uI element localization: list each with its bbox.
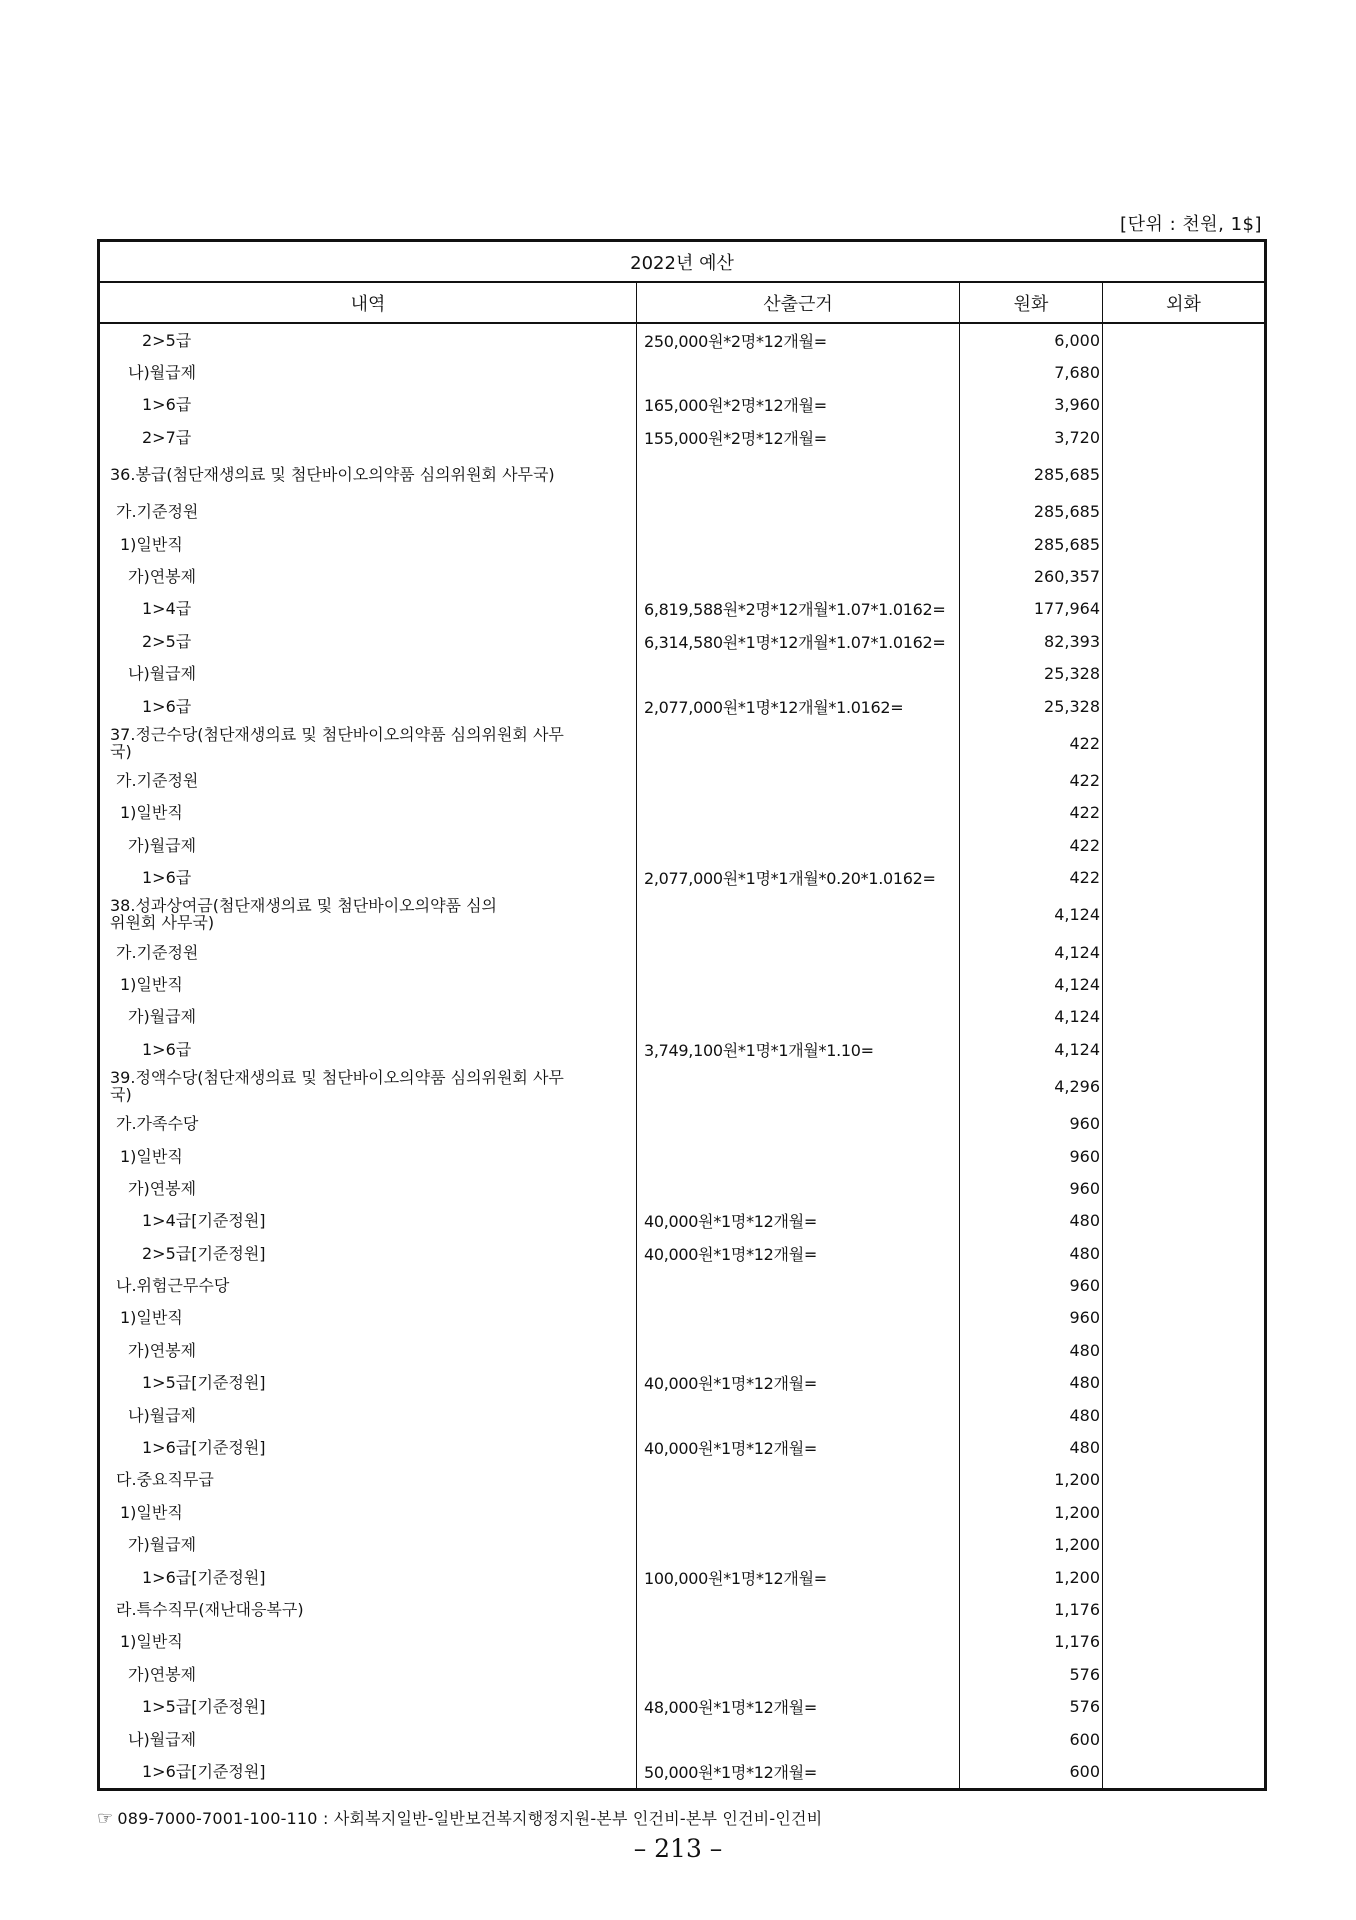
row-basis [637,894,960,936]
row-krw-amount: 4,124 [960,1001,1103,1033]
row-description [99,1334,637,1366]
row-basis [637,1626,960,1658]
table-row [99,690,1266,722]
row-description-text: 2>5급 [142,631,192,651]
row-foreign-amount [1103,1033,1266,1065]
row-description-text: 나)월급제 [128,664,197,684]
table-row [99,1431,1266,1463]
row-basis [637,1001,960,1033]
row-foreign-amount [1103,1399,1266,1431]
row-description-text: 2>7급 [142,427,192,447]
row-foreign-amount [1103,1140,1266,1172]
row-krw-amount: 1,176 [960,1593,1103,1625]
row-description [99,528,637,560]
row-foreign-amount [1103,1065,1266,1107]
table-row [99,829,1266,861]
row-krw-amount: 960 [960,1140,1103,1172]
table-row [99,356,1266,388]
row-foreign-amount [1103,1431,1266,1463]
table-row [99,1755,1266,1789]
row-krw-amount: 1,200 [960,1529,1103,1561]
row-krw-amount: 576 [960,1658,1103,1690]
row-krw-amount: 25,328 [960,658,1103,690]
row-description-text: 1)일반직 [120,974,183,994]
table-row [99,1690,1266,1722]
row-description [99,1140,637,1172]
table-row [99,1367,1266,1399]
row-description [99,861,637,893]
row-description [99,1755,637,1789]
row-basis [637,936,960,968]
table-row [99,894,1266,936]
row-description [99,1496,637,1528]
row-krw-amount: 1,200 [960,1561,1103,1593]
row-description-text: 1>5급[기준정원] [142,1697,266,1717]
row-basis [637,1140,960,1172]
row-foreign-amount [1103,1107,1266,1139]
row-krw-amount: 600 [960,1755,1103,1789]
row-krw-amount: 960 [960,1172,1103,1204]
table-row [99,496,1266,528]
row-description-text: 1>6급[기준정원] [142,1438,266,1458]
row-description-text: 1>5급[기준정원] [142,1373,266,1393]
row-basis [637,560,960,592]
table-row [99,625,1266,657]
row-basis [637,1723,960,1755]
row-description-text: 1>6급 [142,395,192,415]
row-foreign-amount [1103,323,1266,356]
row-description [99,1529,637,1561]
row-krw-amount: 422 [960,722,1103,764]
row-description [99,356,637,388]
row-description-text: 38.성과상여금(첨단재생의료 및 첨단바이오의약품 심의위원회 사무국) [110,896,497,933]
row-description-text: 1)일반직 [120,1632,183,1652]
row-description-text: 가)월급제 [128,1535,197,1555]
table-row [99,1140,1266,1172]
row-description [99,829,637,861]
row-krw-amount: 422 [960,764,1103,796]
table-row [99,1529,1266,1561]
row-description [99,1367,637,1399]
footnote [97,1806,822,1829]
row-description-text: 가)연봉제 [128,1340,197,1360]
row-description [99,1723,637,1755]
column-header-description: 내역 [99,282,637,323]
row-description-text: 1>6급[기준정원] [142,1761,266,1781]
row-foreign-amount [1103,1593,1266,1625]
table-row [99,861,1266,893]
row-basis [637,1269,960,1301]
row-basis: 50,000원*1명*12개월= [637,1755,960,1789]
row-basis: 2,077,000원*1명*1개월*0.20*1.0162= [637,861,960,893]
row-description-text: 다.중요직무급 [116,1470,214,1490]
row-krw-amount: 25,328 [960,690,1103,722]
row-foreign-amount [1103,560,1266,592]
row-foreign-amount [1103,1496,1266,1528]
row-krw-amount: 285,685 [960,496,1103,528]
row-krw-amount: 4,124 [960,968,1103,1000]
row-description-text: 가)연봉제 [128,1664,197,1684]
row-description-text: 1>4급[기준정원] [142,1211,266,1231]
page-number: – 213 – [633,1834,723,1863]
row-foreign-amount [1103,1334,1266,1366]
row-krw-amount: 480 [960,1367,1103,1399]
row-description [99,797,637,829]
row-basis: 48,000원*1명*12개월= [637,1690,960,1722]
row-krw-amount: 960 [960,1269,1103,1301]
row-description [99,968,637,1000]
row-foreign-amount [1103,1464,1266,1496]
row-description [99,1561,637,1593]
row-description [99,690,637,722]
row-foreign-amount [1103,1561,1266,1593]
row-krw-amount: 3,720 [960,421,1103,453]
row-description-text: 2>5급[기준정원] [142,1243,266,1263]
row-foreign-amount [1103,829,1266,861]
row-basis [637,528,960,560]
table-row [99,658,1266,690]
row-description [99,1626,637,1658]
row-description [99,421,637,453]
row-description-text: 가.가족수당 [116,1114,199,1134]
row-foreign-amount [1103,1172,1266,1204]
row-basis: 250,000원*2명*12개월= [637,323,960,356]
row-description [99,593,637,625]
row-description-text: 1)일반직 [120,1146,183,1166]
row-foreign-amount [1103,421,1266,453]
table-row [99,1001,1266,1033]
row-krw-amount: 4,124 [960,1033,1103,1065]
row-foreign-amount [1103,496,1266,528]
table-row [99,722,1266,764]
row-foreign-amount [1103,1302,1266,1334]
row-foreign-amount [1103,1205,1266,1237]
row-krw-amount: 82,393 [960,625,1103,657]
row-krw-amount: 422 [960,861,1103,893]
row-description [99,936,637,968]
row-description [99,1658,637,1690]
table-row [99,1033,1266,1065]
row-basis [637,1658,960,1690]
row-foreign-amount [1103,658,1266,690]
row-basis [637,764,960,796]
row-description-text: 1)일반직 [120,1308,183,1328]
table-row [99,1237,1266,1269]
table-row [99,1496,1266,1528]
row-description [99,454,637,496]
row-description [99,496,637,528]
row-basis [637,1496,960,1528]
row-krw-amount: 1,200 [960,1464,1103,1496]
row-description [99,894,637,936]
row-description [99,1269,637,1301]
table-row [99,421,1266,453]
table-row [99,1172,1266,1204]
row-basis [637,797,960,829]
pointing-hand-icon: ☞ [97,1808,114,1829]
row-description-text: 1>6급[기준정원] [142,1567,266,1587]
table-row [99,936,1266,968]
row-description [99,1690,637,1722]
row-description-text: 가)연봉제 [128,567,197,587]
row-krw-amount: 177,964 [960,593,1103,625]
row-description [99,1302,637,1334]
table-row [99,968,1266,1000]
budget-table [97,239,1267,1791]
row-description [99,1107,637,1139]
row-foreign-amount [1103,1367,1266,1399]
row-krw-amount: 480 [960,1399,1103,1431]
row-foreign-amount [1103,356,1266,388]
row-basis [637,658,960,690]
row-krw-amount: 480 [960,1205,1103,1237]
row-krw-amount: 480 [960,1334,1103,1366]
year-header: 2022년 예산 [99,241,1266,283]
table-row [99,1334,1266,1366]
row-description-text: 가)월급제 [128,1007,197,1027]
table-body [99,323,1266,1789]
row-description [99,1001,637,1033]
unit-label: [단위 : 천원, 1$] [1120,214,1262,235]
row-foreign-amount [1103,722,1266,764]
table-row [99,1593,1266,1625]
table-row [99,1561,1266,1593]
row-basis: 3,749,100원*1명*1개월*1.10= [637,1033,960,1065]
row-description [99,764,637,796]
row-basis [637,356,960,388]
row-description [99,625,637,657]
row-foreign-amount [1103,936,1266,968]
table-row [99,454,1266,496]
row-krw-amount: 480 [960,1431,1103,1463]
row-description [99,1033,637,1065]
table-row [99,560,1266,592]
row-foreign-amount [1103,454,1266,496]
row-krw-amount: 3,960 [960,389,1103,421]
table-row [99,1464,1266,1496]
row-basis [637,1464,960,1496]
row-basis: 40,000원*1명*12개월= [637,1431,960,1463]
row-basis [637,496,960,528]
row-description [99,1464,637,1496]
row-basis [637,1399,960,1431]
row-krw-amount: 422 [960,797,1103,829]
table-row [99,1399,1266,1431]
row-krw-amount: 285,685 [960,454,1103,496]
row-basis: 100,000원*1명*12개월= [637,1561,960,1593]
row-krw-amount: 4,124 [960,894,1103,936]
row-description-text: 1>4급 [142,599,192,619]
row-description [99,560,637,592]
row-foreign-amount [1103,764,1266,796]
row-foreign-amount [1103,1626,1266,1658]
row-description [99,389,637,421]
row-foreign-amount [1103,1237,1266,1269]
row-description [99,722,637,764]
row-foreign-amount [1103,1658,1266,1690]
row-description-text: 1)일반직 [120,1502,183,1522]
row-krw-amount: 260,357 [960,560,1103,592]
table-row [99,593,1266,625]
row-foreign-amount [1103,625,1266,657]
table-row [99,764,1266,796]
row-basis: 40,000원*1명*12개월= [637,1237,960,1269]
row-foreign-amount [1103,1690,1266,1722]
row-description-text: 가.기준정원 [116,942,199,962]
row-description-text: 1>6급 [142,868,192,888]
row-foreign-amount [1103,1723,1266,1755]
row-description-text: 36.봉급(첨단재생의료 및 첨단바이오의약품 심의위원회 사무국) [110,465,555,485]
row-basis [637,1593,960,1625]
row-description [99,1399,637,1431]
row-krw-amount: 1,176 [960,1626,1103,1658]
table-row [99,1065,1266,1107]
row-basis: 165,000원*2명*12개월= [637,389,960,421]
table-row [99,323,1266,356]
row-description-text: 39.정액수당(첨단재생의료 및 첨단바이오의약품 심의위원회 사무국) [110,1067,564,1104]
row-krw-amount: 4,124 [960,936,1103,968]
row-foreign-amount [1103,1001,1266,1033]
row-description-text: 37.정근수당(첨단재생의료 및 첨단바이오의약품 심의위원회 사무국) [110,724,564,761]
row-description-text: 1)일반직 [120,534,183,554]
row-description [99,1205,637,1237]
row-basis [637,1334,960,1366]
row-krw-amount: 960 [960,1302,1103,1334]
row-description-text: 1>6급 [142,1039,192,1059]
row-basis [637,1302,960,1334]
row-krw-amount: 6,000 [960,323,1103,356]
table-row [99,797,1266,829]
row-foreign-amount [1103,1529,1266,1561]
table-row [99,528,1266,560]
row-basis [637,1529,960,1561]
column-header-foreign: 외화 [1103,282,1266,323]
row-foreign-amount [1103,1755,1266,1789]
row-description-text: 2>5급 [142,330,192,350]
row-krw-amount: 7,680 [960,356,1103,388]
row-description-text: 가)월급제 [128,835,197,855]
table-row [99,1205,1266,1237]
row-foreign-amount [1103,690,1266,722]
row-basis: 2,077,000원*1명*12개월*1.0162= [637,690,960,722]
row-basis [637,1107,960,1139]
row-basis: 6,314,580원*1명*12개월*1.07*1.0162= [637,625,960,657]
row-foreign-amount [1103,593,1266,625]
table-row [99,389,1266,421]
row-basis [637,1172,960,1204]
row-description-text: 가)연봉제 [128,1178,197,1198]
row-description [99,658,637,690]
row-description-text: 1)일반직 [120,803,183,823]
row-description [99,1172,637,1204]
row-description-text: 나)월급제 [128,1405,197,1425]
row-foreign-amount [1103,894,1266,936]
row-basis [637,968,960,1000]
table-row [99,1302,1266,1334]
footnote-text: 089-7000-7001-100-110 : 사회복지일반-일반보건복지행정지원-본부 인건비-본부 인건비-인건비 [117,1809,823,1828]
row-krw-amount: 285,685 [960,528,1103,560]
row-krw-amount: 960 [960,1107,1103,1139]
row-description-text: 나.위험근무수당 [116,1276,230,1296]
row-description-text: 가.기준정원 [116,502,199,522]
table-row [99,1626,1266,1658]
row-foreign-amount [1103,1269,1266,1301]
row-krw-amount: 422 [960,829,1103,861]
row-description-text: 나)월급제 [128,363,197,383]
row-basis [637,1065,960,1107]
row-basis: 6,819,588원*2명*12개월*1.07*1.0162= [637,593,960,625]
table-row [99,1658,1266,1690]
row-basis [637,722,960,764]
row-krw-amount: 576 [960,1690,1103,1722]
row-description-text: 가.기준정원 [116,770,199,790]
column-header-basis: 산출근거 [637,282,960,323]
row-foreign-amount [1103,528,1266,560]
row-description [99,1065,637,1107]
row-foreign-amount [1103,389,1266,421]
row-foreign-amount [1103,797,1266,829]
row-krw-amount: 600 [960,1723,1103,1755]
row-basis [637,829,960,861]
row-basis: 40,000원*1명*12개월= [637,1205,960,1237]
row-foreign-amount [1103,861,1266,893]
row-description-text: 1>6급 [142,696,192,716]
row-basis [637,454,960,496]
row-basis: 40,000원*1명*12개월= [637,1367,960,1399]
row-description-text: 나)월급제 [128,1729,197,1749]
row-description-text: 라.특수직무(재난대응복구) [116,1599,304,1619]
column-header-krw: 원화 [960,282,1103,323]
row-foreign-amount [1103,968,1266,1000]
row-description [99,323,637,356]
row-krw-amount: 1,200 [960,1496,1103,1528]
table-row [99,1269,1266,1301]
row-krw-amount: 480 [960,1237,1103,1269]
row-description [99,1593,637,1625]
table-row [99,1723,1266,1755]
row-basis: 155,000원*2명*12개월= [637,421,960,453]
row-description [99,1237,637,1269]
row-description [99,1431,637,1463]
table-row [99,1107,1266,1139]
row-krw-amount: 4,296 [960,1065,1103,1107]
